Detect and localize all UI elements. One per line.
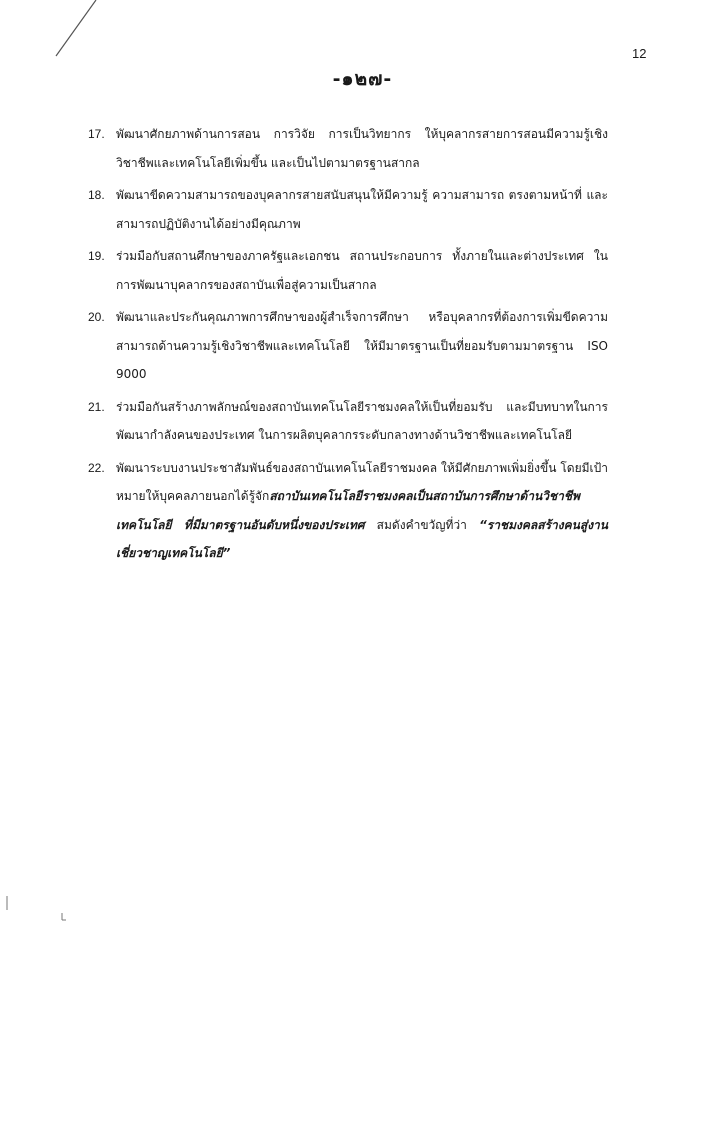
item-number: 20. — [88, 310, 105, 324]
item-text: พัฒนาศักยภาพด้านการสอน การวิจัย การเป็นวิทยากร ให้บุคลากรสายการสอนมีความรู้เชิงวิชาชีพและเทคโนโลยีเพิ่มขึ้น และเป็นไปตามาตรฐานสากล — [116, 127, 608, 170]
thai-page-mark: -๑๒๗- — [332, 68, 393, 90]
item-number: 19. — [88, 249, 105, 263]
page-number: 12 — [632, 46, 647, 61]
item-text-plain: สมดังคำขวัญที่ว่า — [364, 517, 480, 532]
list-item — [88, 393, 608, 450]
item-number: 22. — [88, 460, 105, 475]
item-text-emphasis: สถาบันเทคโนโลยีราชมงคลเป็นสถาบันการศึกษาด้านวิชาชีพเทคโนโลยี ที่มีมาตรฐานอันดับหนึ่งของประเทศ — [116, 489, 580, 532]
list-item — [88, 242, 608, 299]
item-text: ร่วมมือกับสถานศึกษาของภาครัฐและเอกชน สถานประกอบการ ทั้งภายในและต่างประเทศ ในการพัฒนาบุคลากรของสถาบันเพื่อสู่ความเป็นสากล — [116, 249, 608, 292]
item-text: พัฒนาขีดความสามารถของบุคลากรสายสนับสนุนให้มีความรู้ ความสามารถ ตรงตามหน้าที่ และสามารถปฏิบัติงานได้อย่างมีคุณภาพ — [116, 188, 608, 231]
item-number: 18. — [88, 188, 105, 202]
item-text-plain: พัฒนาระบบงานประชาสัมพันธ์ของสถาบันเทคโนโลยีราชมงคล ให้มีศักยภาพเพิ่มยิ่งขึ้น โดยมีเป้าหมายให้บุคคลภายนอกได้รู้จัก — [116, 460, 608, 503]
list-item — [88, 181, 608, 238]
item-number: 17. — [88, 127, 105, 141]
item-text: พัฒนาและประกันคุณภาพการศึกษาของผู้สำเร็จการศึกษา หรือบุคลากรที่ต้องการเพิ่มขีดความสามารถด้านความรู้เชิงวิชาชีพและเทคโนโลยี ให้มีมาตรฐานเป็นที่ยอมรับตามมาตรฐาน ISO 9000 — [116, 310, 608, 381]
item-text: ร่วมมือกันสร้างภาพลักษณ์ของสถาบันเทคโนโลยีราชมงคลให้เป็นที่ยอมรับ และมีบทบาทในการพัฒนากำลังคนของประเทศ ในการผลิตบุคลากรระดับกลางทางด้านวิชาชีพและเทคโนโลยี — [116, 399, 608, 442]
scan-line-mark — [52, 0, 102, 60]
scan-dot-mark — [4, 896, 10, 916]
numbered-list — [88, 120, 608, 572]
list-item — [88, 303, 608, 389]
item-text — [116, 454, 608, 568]
list-item — [88, 454, 608, 568]
list-item — [88, 120, 608, 177]
motto-text: “ราชมงคลสร้างคนสู่งานเชี่ยวชาญเทคโนโลยี” — [116, 517, 608, 560]
scan-dot-mark — [60, 912, 68, 922]
item-number: 21. — [88, 399, 105, 414]
